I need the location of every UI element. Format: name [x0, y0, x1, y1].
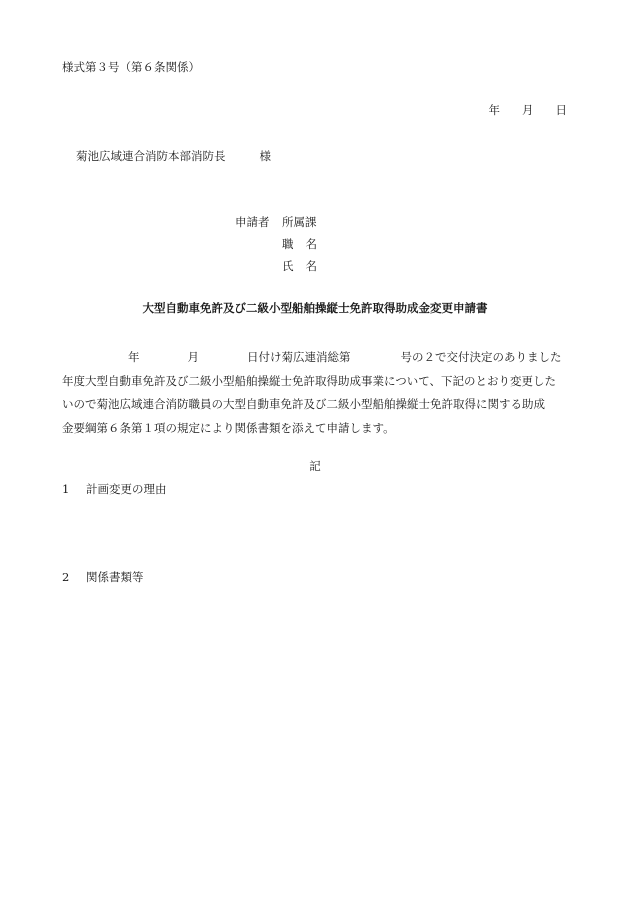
body-month: 月	[187, 350, 199, 364]
date-day-label: 日	[555, 103, 567, 117]
addressee-honorific: 様	[259, 149, 271, 163]
date-year-label: 年	[488, 103, 500, 117]
addressee	[76, 151, 271, 163]
item-label: 計画変更の理由	[86, 482, 167, 496]
body-reference: 日付け菊広連消総第	[247, 350, 351, 364]
date-month-label: 月	[522, 103, 534, 117]
ki-heading: 記	[309, 459, 321, 473]
form-number: 様式第３号（第６条関係）	[62, 60, 200, 74]
name-label: 氏名	[282, 259, 329, 273]
body-line-1	[62, 346, 582, 370]
date-line	[489, 105, 568, 117]
item-related-documents	[62, 572, 144, 584]
applicant-label: 申請者	[235, 215, 270, 229]
body-decision: 号の２で交付決定のありました	[400, 350, 562, 364]
body-line-3: いので菊池広域連合消防職員の大型自動車免許及び二級小型船舶操縦士免許取得に関する助成	[62, 397, 545, 411]
item-change-reason	[62, 484, 167, 496]
item-number: 1	[62, 482, 70, 496]
body-line-4: 金要綱第６条第１項の規定により関係書類を添えて申請します。	[62, 420, 395, 435]
body-paragraph	[62, 346, 582, 440]
affiliation-label: 所属課	[282, 215, 317, 229]
item-number: 2	[62, 570, 70, 584]
item-label: 関係書類等	[86, 570, 144, 584]
position-label: 職名	[282, 237, 329, 251]
body-line-2: 年度大型自動車免許及び二級小型船舶操縦士免許取得助成事業について、下記のとおり変更した	[62, 373, 557, 388]
addressee-name: 菊池広域連合消防本部消防長	[76, 149, 226, 163]
body-year: 年	[128, 350, 140, 364]
document-title: 大型自動車免許及び二級小型船舶操縦士免許取得助成金変更申請書	[142, 301, 488, 315]
